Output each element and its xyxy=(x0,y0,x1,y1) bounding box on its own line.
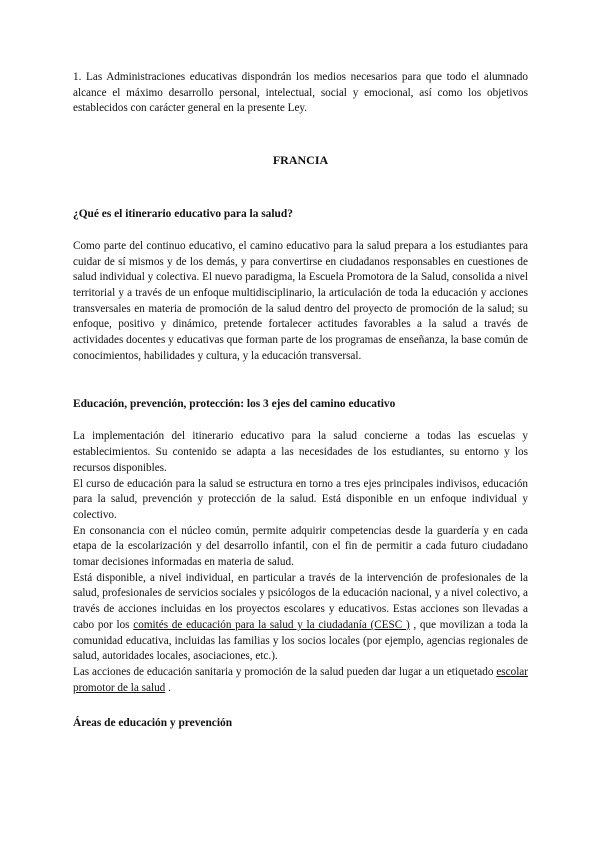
ejes-paragraph-4 xyxy=(73,571,528,665)
itinerario-body: Como parte del continuo educativo, el camino educativo para la salud prepara a los estudiantes para cuidar de sí mismos y de los demás, y para convertirse en ciudadanos responsables en cuestiones de salud individual y colectiva. El nuevo paradigma, la Escuela Promotora de la Salud, consolida a nivel territorial y a través de un enfoque multidisciplinario, la articulación de toda la educación y acciones transversales en materia de promoción de la salud dentro del proyecto de promoción de la salud; su enfoque, positivo y dinámico, pretende fortalecer actitudes favorables a la salud a través de actividades docentes y educativas que forman parte de los programas de enseñanza, la base común de conocimientos, habilidades y cultura, y la educación transversal. xyxy=(73,239,528,362)
cesc-link[interactable]: comités de educación para la salud y la ciudadanía (CESC ) xyxy=(133,618,410,631)
ejes-paragraph-3: En consonancia con el núcleo común, permite adquirir competencias desde la guardería y en cada etapa de la escolarización y del desarrollo infantil, con el fin de permitir a cada futuro ciudadano tomar decisiones informadas en materia de salud. xyxy=(73,524,528,569)
document-page xyxy=(73,70,528,731)
ejes-paragraph-2: El curso de educación para la salud se estructura en torno a tres ejes principales indivisos, educación para la salud, prevención y protección de la salud. Está disponible en un enfoque individual y colectivo. xyxy=(73,477,528,521)
ejes-p5-start: Las acciones de educación sanitaria y promoción de la salud pueden dar lugar a un etiquetado xyxy=(73,665,497,678)
section-title: FRANCIA xyxy=(272,153,329,168)
ejes-p4-end: , que movilizan a toda la comunidad educativa, incluidas las familias y los socios locales (por ejemplo, agencias regionales de salud, autoridades locales, asociaciones, etc.). xyxy=(73,618,528,663)
ejes-p5-end: . xyxy=(165,681,171,694)
ejes-paragraph-1: La implementación del itinerario educativo para la salud concierne a todas las escuelas y establecimientos. Su contenido se adapta a las necesidades de los estudiantes, su entorno y los recursos disponibles. xyxy=(73,430,528,474)
heading-areas: Áreas de educación y prevención xyxy=(73,717,233,730)
heading-itinerario: ¿Qué es el itinerario educativo para la salud? xyxy=(73,207,293,220)
ejes-p4-start: Está disponible, a nivel individual, en particular a través de la intervención de profesionales de la salud, profesionales de servicios sociales y psicólogos de la educación nacional, y a nivel colectivo, a través de acciones incluidas en los proyectos escolares y educativos. Estas acciones son llevadas a cabo por los xyxy=(73,571,528,631)
intro-paragraph: 1. Las Administraciones educativas dispondrán los medios necesarios para que todo el alumnado alcance el máximo desarrollo personal, intelectual, social y emocional, así como los objetivos establecidos con carácter general en la presente Ley. xyxy=(73,71,528,115)
heading-ejes: Educación, prevención, protección: los 3 ejes del camino educativo xyxy=(73,398,396,411)
escolar-promotor-link[interactable]: escolar promotor de la salud xyxy=(73,665,528,694)
ejes-paragraph-5 xyxy=(73,665,528,696)
